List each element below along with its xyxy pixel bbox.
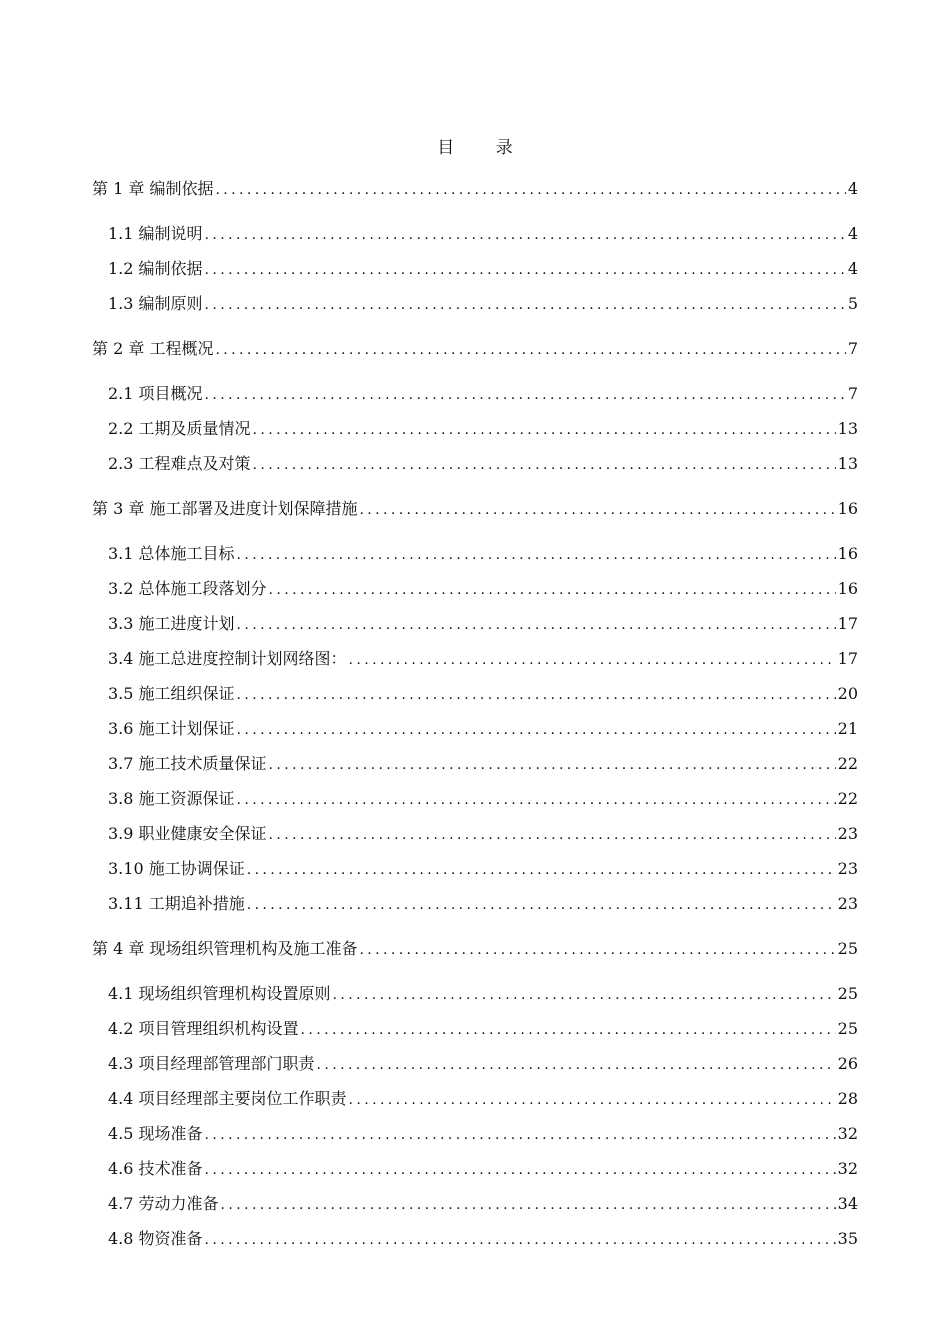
toc-page-number: 28 [837,1089,858,1108]
toc-entry-label: 4.4 项目经理部主要岗位工作职责 [108,1089,347,1108]
toc-entry-label: 3.11 工期追补措施 [108,894,245,913]
toc-dot-leader [269,823,836,847]
toc-dot-leader [205,1123,836,1147]
toc-dot-leader [349,1088,836,1112]
toc-section-entry[interactable] [92,292,858,327]
toc-dot-leader [359,938,835,962]
toc-page-number: 32 [837,1124,858,1143]
toc-title: 目 录 [437,138,531,158]
toc-page-number: 4 [847,179,858,198]
toc-chapter-entry[interactable] [92,177,858,212]
toc-dot-leader [237,543,836,567]
toc-section-entry[interactable] [92,822,858,857]
toc-entry-label: 3.8 施工资源保证 [108,789,235,808]
toc-dot-leader [333,983,836,1007]
toc-section-entry[interactable] [92,452,858,487]
toc-chapter-entry[interactable] [92,497,858,532]
toc-entry-label: 3.10 施工协调保证 [108,859,245,878]
toc-dot-leader [247,893,836,917]
toc-dot-leader [205,1228,836,1252]
toc-page-number: 25 [837,984,858,1003]
toc-section-entry[interactable] [92,417,858,452]
toc-dot-leader [215,178,845,202]
toc-entry-label: 3.3 施工进度计划 [108,614,235,633]
toc-page-number: 25 [837,1019,858,1038]
toc-page-number: 25 [837,939,858,958]
toc-entry-label: 2.3 工程难点及对策 [108,454,251,473]
toc-page-number: 16 [837,579,858,598]
toc-section-entry[interactable] [92,542,858,577]
toc-page-number: 17 [837,649,858,668]
toc-section-entry[interactable] [92,1122,858,1157]
toc-section-entry[interactable] [92,1192,858,1227]
toc-entry-label: 3.5 施工组织保证 [108,684,235,703]
toc-entry-label: 2.1 项目概况 [108,384,203,403]
toc-section-entry[interactable] [92,682,858,717]
toc-page-number: 26 [837,1054,858,1073]
toc-section-entry[interactable] [92,717,858,752]
toc-dot-leader [269,753,836,777]
toc-section-entry[interactable] [92,647,858,682]
toc-dot-leader [237,718,836,742]
toc-entry-label: 4.6 技术准备 [108,1159,203,1178]
toc-entry-label: 1.2 编制依据 [108,259,203,278]
toc-dot-leader [205,383,846,407]
toc-chapter-entry[interactable] [92,337,858,372]
toc-entry-label: 第 3 章 施工部署及进度计划保障措施 [92,499,358,518]
toc-entry-label: 第 4 章 现场组织管理机构及施工准备 [92,939,358,958]
toc-entry-label: 3.9 职业健康安全保证 [108,824,267,843]
toc-page-number: 4 [847,224,858,243]
toc-section-entry[interactable] [92,1017,858,1052]
toc-dot-leader [205,1158,836,1182]
toc-entry-label: 4.2 项目管理组织机构设置 [108,1019,299,1038]
toc-entry-label: 4.7 劳动力准备 [108,1194,219,1213]
toc-section-entry[interactable] [92,222,858,257]
toc-entry-label: 4.5 现场准备 [108,1124,203,1143]
toc-page-number: 21 [837,719,858,738]
toc-section-entry[interactable] [92,1052,858,1087]
toc-chapter-entry[interactable] [92,937,858,972]
toc-section-entry[interactable] [92,982,858,1017]
toc-page-number: 34 [837,1194,858,1213]
toc-dot-leader [237,613,836,637]
toc-dot-leader [215,338,845,362]
toc-page-number: 5 [847,294,858,313]
toc-entry-label: 3.1 总体施工目标 [108,544,235,563]
toc-section-entry[interactable] [92,1227,858,1262]
table-of-contents [92,177,858,1262]
toc-section-entry[interactable] [92,1157,858,1192]
toc-dot-leader [359,498,835,522]
toc-entry-label: 3.7 施工技术质量保证 [108,754,267,773]
toc-entry-label: 3.2 总体施工段落划分 [108,579,267,598]
toc-page-number: 17 [837,614,858,633]
toc-page-number: 7 [847,339,858,358]
toc-dot-leader [269,578,836,602]
toc-dot-leader [247,858,836,882]
toc-section-entry[interactable] [92,857,858,892]
toc-section-entry[interactable] [92,612,858,647]
toc-entry-label: 第 1 章 编制依据 [92,179,214,198]
toc-page-number: 23 [837,859,858,878]
toc-section-entry[interactable] [92,382,858,417]
toc-entry-label: 3.4 施工总进度控制计划网络图： [108,649,347,668]
toc-entry-label: 1.3 编制原则 [108,294,203,313]
toc-page-number: 20 [837,684,858,703]
toc-section-entry[interactable] [92,257,858,292]
toc-page-number: 16 [837,544,858,563]
toc-page-number: 35 [837,1229,858,1248]
toc-page-number: 23 [837,894,858,913]
toc-section-entry[interactable] [92,1087,858,1122]
toc-entry-label: 3.6 施工计划保证 [108,719,235,738]
toc-page-number: 23 [837,824,858,843]
toc-dot-leader [253,453,836,477]
toc-section-entry[interactable] [92,892,858,927]
toc-dot-leader [205,293,846,317]
toc-entry-label: 1.1 编制说明 [108,224,203,243]
toc-dot-leader [253,418,836,442]
toc-page-number: 7 [847,384,858,403]
toc-section-entry[interactable] [92,787,858,822]
toc-page-number: 22 [837,789,858,808]
toc-dot-leader [317,1053,836,1077]
toc-page-number: 13 [837,419,858,438]
toc-dot-leader [205,223,846,247]
toc-entry-label: 4.3 项目经理部管理部门职责 [108,1054,315,1073]
toc-page-number: 22 [837,754,858,773]
toc-dot-leader [205,258,846,282]
toc-dot-leader [237,788,836,812]
toc-entry-label: 4.8 物资准备 [108,1229,203,1248]
toc-page-number: 13 [837,454,858,473]
toc-page-number: 4 [847,259,858,278]
toc-page-number: 16 [837,499,858,518]
toc-dot-leader [349,648,836,672]
toc-entry-label: 4.1 现场组织管理机构设置原则 [108,984,331,1003]
toc-entry-label: 2.2 工期及质量情况 [108,419,251,438]
toc-dot-leader [301,1018,836,1042]
toc-section-entry[interactable] [92,752,858,787]
toc-entry-label: 第 2 章 工程概况 [92,339,214,358]
toc-section-entry[interactable] [92,577,858,612]
toc-page-number: 32 [837,1159,858,1178]
toc-dot-leader [221,1193,836,1217]
toc-dot-leader [237,683,836,707]
